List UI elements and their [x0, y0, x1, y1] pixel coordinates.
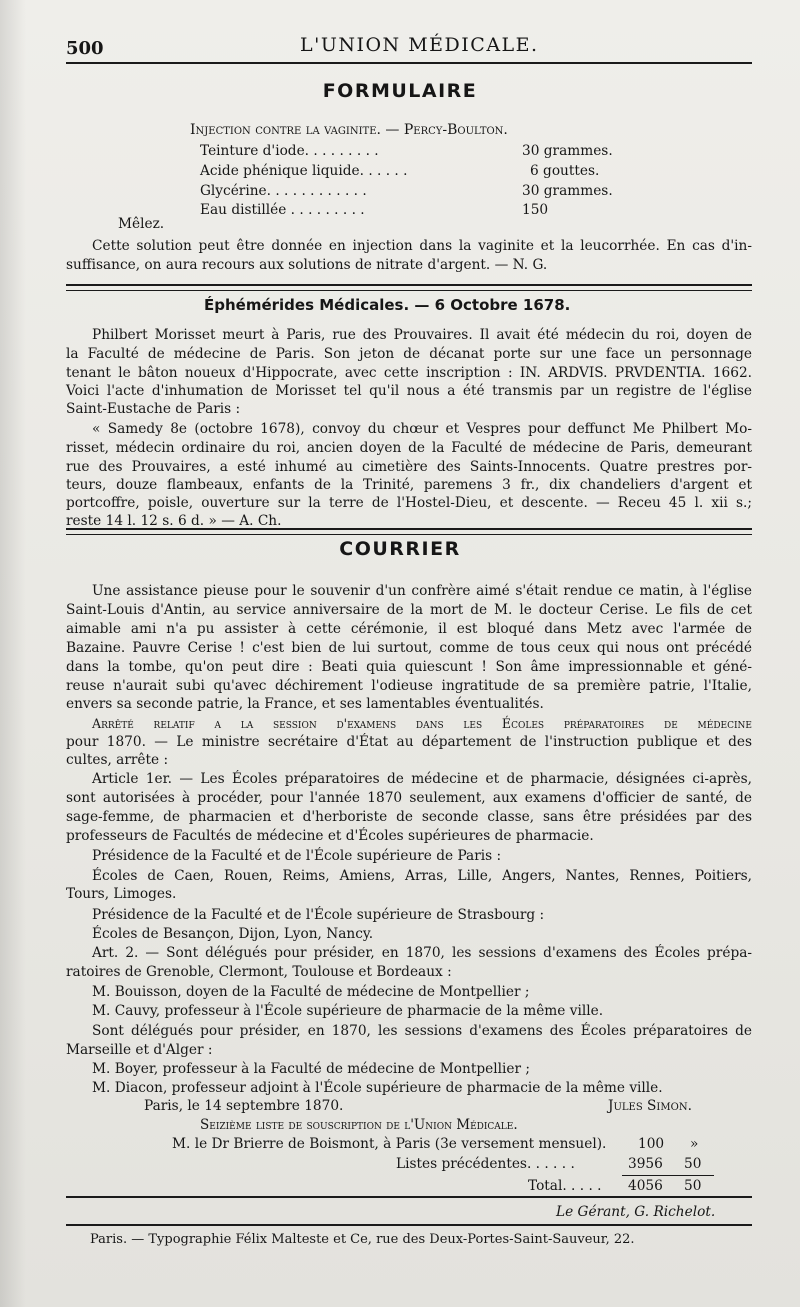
ephemerides-line: risset, médecin ordinaire du roi, ancien doyen de la Faculté de médecine de Paris, demeurant — [66, 440, 752, 456]
formulaire-text: suffisance, on aura recours aux solutions de nitrate d'argent. — N. G. — [66, 257, 548, 273]
total-rule — [622, 1175, 714, 1176]
presidence-paris: Présidence de la Faculté et de l'École supérieure de Paris : — [92, 848, 502, 864]
printer-line: Paris. — Typographie Félix Malteste et Ce, rue des Deux-Portes-Saint-Sauveur, 22. — [90, 1232, 635, 1247]
formulaire-heading: Injection contre la vaginite. — Percy-Boulton. — [190, 122, 508, 138]
ephemerides-line: tenant le bâton noueux d'Hippocrate, avec cette inscription : IN. ARDVIS. PRVDENTIA. 1662. — [66, 365, 752, 381]
article-line: sont autorisées à procéder, pour l'année 1870 seulement, aux examens d'officier de santé, de — [66, 790, 752, 806]
ephemerides-line: Saint-Eustache de Paris : — [66, 401, 241, 417]
melez-text: Mêlez. — [118, 216, 165, 232]
courrier-line: Bazaine. Pauvre Cerise ! c'est bien de lui surtout, comme de tous ceux qui nous ont précédé — [66, 640, 752, 656]
schools-paris: Tours, Limoges. — [66, 886, 177, 902]
recipe-quantity: 30 grammes. — [522, 183, 613, 199]
gerant-line: Le Gérant, G. Richelot. — [556, 1204, 716, 1220]
courrier-line: envers sa seconde patrie, la France, et ses lamentables éventualités. — [66, 696, 544, 712]
courrier-line: reuse n'aurait subi qu'avec déchirement l'odieuse ingratitude de sa première patrie, l'Italie, — [66, 678, 752, 694]
article-line: professeurs de Facultés de médecine et d'Écoles supérieures de pharmacie. — [66, 828, 594, 844]
previous-lists-label: Listes précédentes. . . . . . — [396, 1156, 575, 1172]
amount-francs: 4056 — [628, 1178, 663, 1194]
formulaire-text: Cette solution peut être donnée en injection dans la vaginite et la leucorrhée. En cas d'in- — [92, 238, 752, 254]
recipe-ingredient: Teinture d'iode. . . . . . . . . — [200, 143, 379, 159]
article2-line: Art. 2. — Sont délégués pour présider, en 1870, les sessions d'examens des Écoles prépa- — [92, 945, 752, 961]
delegate-line: M. Bouisson, doyen de la Faculté de médecine de Montpellier ; — [92, 984, 530, 1000]
recipe-quantity: 6 gouttes. — [530, 163, 600, 179]
ephemerides-line: rue des Prouvaires, a esté inhumé au cimetière des Saints-Innocents. Quatre prestres por- — [66, 459, 752, 475]
delegate-line: M. Diacon, professeur adjoint à l'École supérieure de pharmacie de la même ville. — [92, 1080, 663, 1096]
marseille-line: Marseille et d'Alger : — [66, 1042, 213, 1058]
article-line: sage-femme, de pharmacien et d'herboriste de seconde classe, sans être présidées par des — [66, 809, 752, 825]
arrete-line: pour 1870. — Le ministre secrétaire d'État au département de l'instruction publique et des — [66, 734, 752, 750]
souscription-title: Seizième liste de souscription de l'Union Médicale. — [200, 1117, 518, 1133]
page-number: 500 — [66, 38, 104, 59]
recipe-quantity: 30 grammes. — [522, 143, 613, 159]
schools-strasbourg: Écoles de Besançon, Dijon, Lyon, Nancy. — [92, 926, 374, 942]
presidence-strasbourg: Présidence de la Faculté et de l'École supérieure de Strasbourg : — [92, 907, 545, 923]
courrier-line: aimable ami n'a pu assister à cette cérémonie, il est bloqué dans Metz avec l'armée de — [66, 621, 752, 637]
formulaire-title: FORMULAIRE — [322, 80, 478, 102]
marseille-line: Sont délégués pour présider, en 1870, les sessions d'examens des Écoles préparatoires de — [92, 1023, 752, 1039]
total-label: Total. . . . . — [528, 1178, 602, 1194]
recipe-ingredient: Eau distillée . . . . . . . . . — [200, 202, 365, 218]
courrier-line: Une assistance pieuse pour le souvenir d'un confrère aimé s'était rendue ce matin, à l'église — [92, 583, 752, 599]
arrete-heading: Arrêté relatif a la session d'examens dans les Écoles préparatoires de médecine — [92, 716, 752, 731]
ephemerides-line: « Samedy 8e (octobre 1678), convoy du chœur et Vespres pour deffunct Me Philbert Mo- — [92, 421, 752, 437]
section-divider — [66, 528, 752, 535]
amount-francs: 100 — [638, 1136, 665, 1152]
amount-cents: » — [690, 1136, 699, 1152]
ephemerides-line: la Faculté de médecine de Paris. Son jeton de décanat porte sur une face un personnage — [66, 346, 752, 362]
journal-title: L'UNION MÉDICALE. — [300, 34, 539, 56]
header-rule — [66, 62, 752, 64]
ephemerides-line: reste 14 l. 12 s. 6 d. » — A. Ch. — [66, 513, 282, 529]
ephemerides-line: teurs, douze flambeaux, enfants de la Trinité, paremens 3 fr., dix chandeliers d'argent et — [66, 477, 752, 493]
recipe-ingredient: Glycérine. . . . . . . . . . . . — [200, 183, 367, 199]
date-line: Paris, le 14 septembre 1870. — [144, 1098, 344, 1114]
amount-cents: 50 — [684, 1178, 702, 1194]
ephemerides-title: Éphémérides Médicales. — 6 Octobre 1678. — [204, 296, 571, 314]
signature: Jules Simon. — [608, 1098, 692, 1114]
delegate-line: M. Cauvy, professeur à l'École supérieure de pharmacie de la même ville. — [92, 1003, 604, 1019]
amount-francs: 3956 — [628, 1156, 663, 1172]
courrier-line: dans la tombe, qu'on peut dire : Beati quia quiescunt ! Son âme impressionnable et géné- — [66, 659, 752, 675]
section-divider — [66, 1196, 752, 1198]
article2-line: ratoires de Grenoble, Clermont, Toulouse et Bordeaux : — [66, 964, 452, 980]
courrier-line: Saint-Louis d'Antin, au service anniversaire de la mort de M. le docteur Cerise. Le fils de cet — [66, 602, 752, 618]
schools-paris: Écoles de Caen, Rouen, Reims, Amiens, Arras, Lille, Angers, Nantes, Rennes, Poitiers, — [92, 868, 752, 884]
amount-cents: 50 — [684, 1156, 702, 1172]
arrete-line: cultes, arrête : — [66, 752, 169, 768]
donor-line: M. le Dr Brierre de Boismont, à Paris (3e versement mensuel). — [172, 1136, 607, 1152]
ephemerides-line: Voici l'acte d'inhumation de Morisset tel qu'il nous a été transmis par un registre de l'église — [66, 383, 752, 399]
section-divider — [66, 284, 752, 291]
courrier-title: COURRIER — [339, 538, 461, 560]
recipe-quantity: 150 — [522, 202, 549, 218]
article-line: Article 1er. — Les Écoles préparatoires de médecine et de pharmacie, désignées ci-après, — [92, 771, 752, 787]
ephemerides-line: portcoffre, poisle, ouverture sur la terre de l'Hostel-Dieu, et descente. — Receu 45 l. xii s.; — [66, 495, 752, 511]
ephemerides-line: Philbert Morisset meurt à Paris, rue des Prouvaires. Il avait été médecin du roi, doyen de — [92, 327, 752, 343]
recipe-ingredient: Acide phénique liquide. . . . . . — [200, 163, 408, 179]
delegate-line: M. Boyer, professeur à la Faculté de médecine de Montpellier ; — [92, 1061, 530, 1077]
footer-rule — [66, 1224, 752, 1226]
